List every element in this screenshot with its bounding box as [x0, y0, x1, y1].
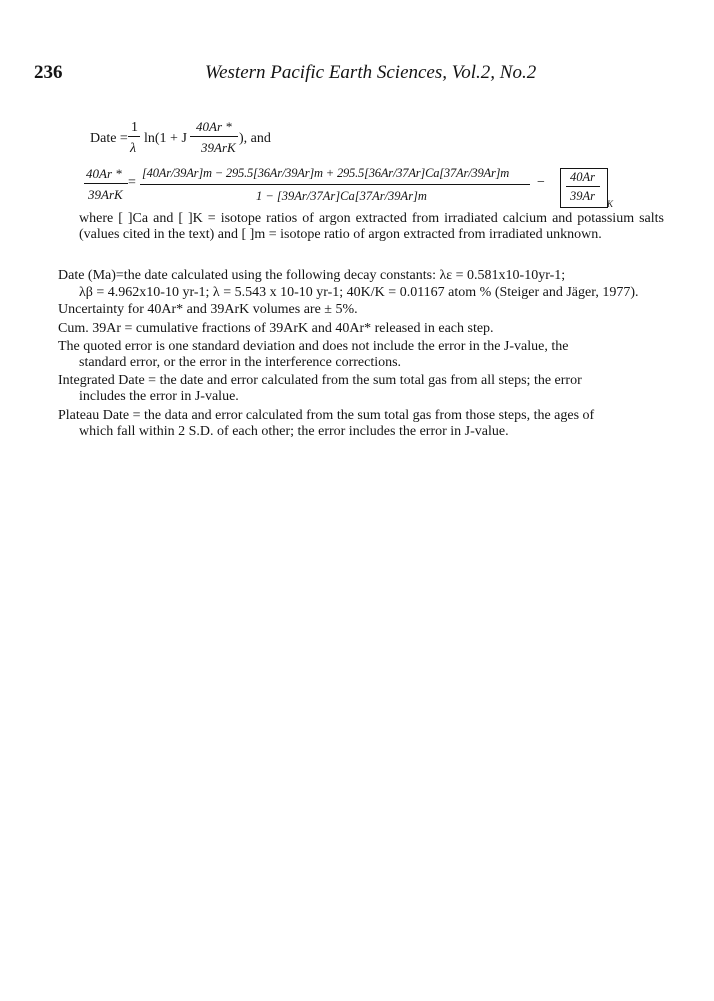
note-cumulative: Cum. 39Ar = cumulative fractions of 39ArK and 40Ar* released in each step.	[58, 321, 494, 336]
eq1-ln: ln(1 + J	[144, 131, 187, 146]
note-uncertainty: Uncertainty for 40Ar* and 39ArK volumes are ± 5%.	[58, 302, 358, 317]
eq1-frac-num: 1	[131, 120, 138, 135]
eq1-den: 39ArK	[201, 140, 236, 155]
note-date-ma-1: Date (Ma)=the date calculated using the following decay constants: λε = 0.581x10-10yr-1;	[58, 268, 566, 283]
journal-title: Western Pacific Earth Sciences, Vol.2, No.2	[205, 62, 537, 83]
eq2-denominator: 1 − [39Ar/37Ar]Ca[37Ar/39Ar]m	[256, 189, 427, 203]
note-plateau-1: Plateau Date = the data and error calculated from the sum total gas from those steps, the ages of	[58, 408, 595, 423]
note-where: where [ ]Ca and [ ]K = isotope ratios of argon extracted from irradiated calcium and potassium salts (values cited in the text) and [ ]m = isotope ratio of argon extracted from irradiated unknown.	[79, 211, 664, 242]
eq1-num: 40Ar *	[196, 119, 232, 134]
eq2-rhs-num: 40Ar	[570, 170, 595, 184]
eq1-tail: ), and	[239, 131, 271, 146]
eq1-bar	[190, 136, 238, 137]
page-number: 236	[34, 62, 63, 83]
eq2-lhs-bar	[84, 183, 128, 184]
eq2-minus: −	[537, 175, 545, 190]
note-date-ma-2: λβ = 4.962x10-10 yr-1; λ = 5.543 x 10-10 yr-1; 40K/K = 0.01167 atom % (Steiger and Jäger, 1977).	[79, 285, 639, 300]
eq1-frac-den: λ	[130, 141, 137, 156]
note-quoted-2: standard error, or the error in the interference corrections.	[79, 355, 402, 370]
eq2-rhs-sub: K	[607, 199, 614, 209]
eq2-lhs-num: 40Ar *	[86, 166, 122, 181]
note-integrated-1: Integrated Date = the date and error calculated from the sum total gas from all steps; the error	[58, 373, 582, 388]
eq1-lhs: Date =	[90, 131, 128, 146]
eq2-rhs-den: 39Ar	[570, 189, 595, 203]
eq2-main-bar	[140, 184, 530, 185]
eq2-numerator: [40Ar/39Ar]m − 295.5[36Ar/39Ar]m + 295.5[36Ar/37Ar]Ca[37Ar/39Ar]m	[142, 166, 510, 180]
eq1-frac-bar	[128, 136, 140, 137]
eq2-equals: =	[128, 175, 136, 190]
note-integrated-2: includes the error in J-value.	[79, 389, 239, 404]
eq2-lhs-den: 39ArK	[88, 187, 123, 202]
note-plateau-2: which fall within 2 S.D. of each other; the error includes the error in J-value.	[79, 424, 509, 439]
eq2-rhs-bar	[566, 186, 600, 187]
note-quoted-1: The quoted error is one standard deviation and does not include the error in the J-value, the	[58, 339, 569, 354]
